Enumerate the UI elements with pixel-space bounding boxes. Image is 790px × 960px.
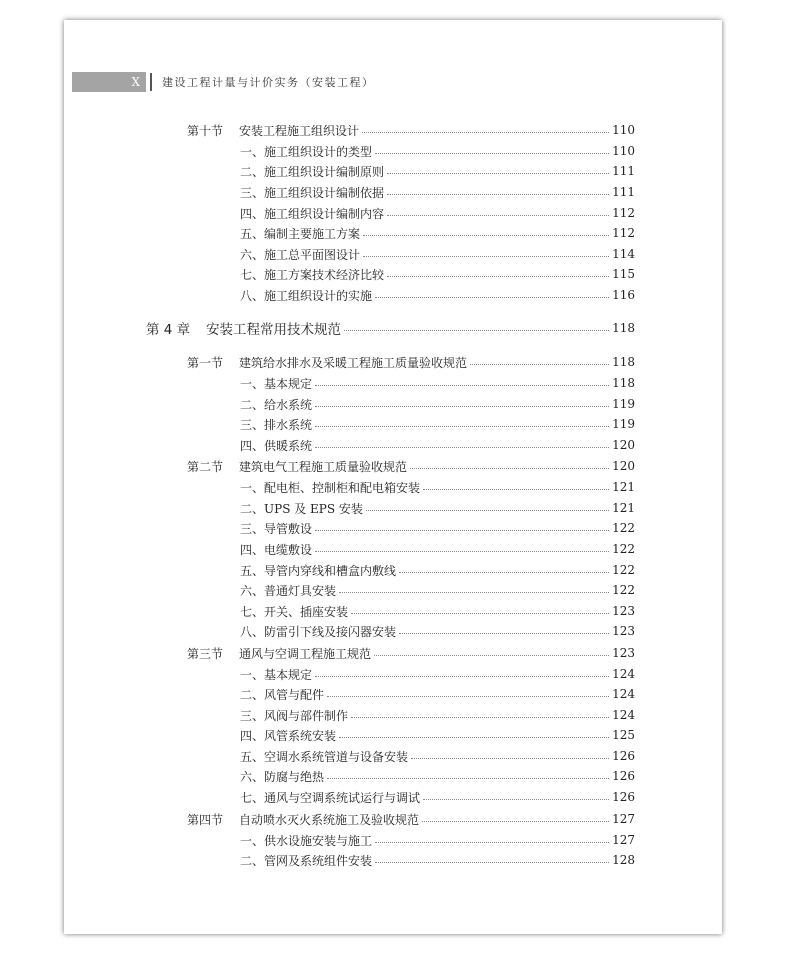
toc-subsection [240,787,635,807]
toc-title: 四、供暖系统 [240,438,313,453]
toc-subsection [240,477,635,497]
dot-leader [387,276,609,277]
dot-leader [375,153,609,154]
toc-subsection [240,560,635,580]
toc-title: 七、施工方案技术经济比较 [240,267,385,282]
dot-leader [399,572,609,573]
toc-title: 八、施工组织设计的实施 [240,288,373,303]
toc-subsection [240,601,635,621]
toc-page-number: 119 [612,397,635,411]
toc-title: 一、配电柜、控制柜和配电箱安装 [240,480,421,495]
toc-page-number: 127 [612,812,635,826]
toc-subsection [240,203,635,223]
dot-leader [423,489,609,490]
toc-subsection [240,580,635,600]
dot-leader [399,633,609,634]
toc-number: 第四节 [187,812,224,827]
toc-title: 七、开关、插座安装 [240,604,349,619]
dot-leader [315,426,609,427]
dot-leader [410,468,609,469]
toc-number: 第三节 [187,646,224,661]
dot-leader [422,821,609,822]
toc-title: 安装工程常用技术规范 [206,322,341,338]
toc-subsection [240,850,635,870]
toc-subsection [240,182,635,202]
toc-subsection [240,414,635,434]
toc-page-number: 112 [612,226,635,240]
toc-section [187,120,635,140]
dot-leader [315,530,609,531]
dot-leader [339,592,609,593]
toc-title: 建筑电气工程施工质量验收规范 [239,459,408,474]
toc-title: 三、导管敷设 [240,521,313,536]
toc-page-number: 110 [612,123,635,137]
toc-subsection [240,664,635,684]
dot-leader [387,173,609,174]
toc-page-number: 114 [612,247,635,261]
toc-page-number: 111 [612,185,635,199]
dot-leader [315,551,609,552]
dot-leader [375,842,609,843]
dot-leader [411,758,609,759]
toc-subsection [240,285,635,305]
toc-title: 二、管网及系统组件安装 [240,853,373,868]
toc-title: 八、防雷引下线及接闪器安装 [240,624,397,639]
toc-page-number: 121 [612,480,635,494]
toc-page-number: 126 [612,769,635,783]
toc-subsection [240,746,635,766]
toc-subsection [240,539,635,559]
toc-page-number: 112 [612,206,635,220]
toc-title: 五、编制主要施工方案 [240,226,361,241]
toc-page-number: 111 [612,164,635,178]
toc-title: 通风与空调工程施工规范 [239,646,372,661]
toc-page-number: 110 [612,144,635,158]
toc-title: 自动喷水灭火系统施工及验收规范 [239,812,420,827]
page-number: X [131,75,140,89]
toc-chapter [146,317,635,339]
toc-subsection [240,394,635,414]
dot-leader [363,235,609,236]
toc-page-number: 120 [612,438,635,452]
toc-subsection [240,766,635,786]
dot-leader [387,194,609,195]
toc-page-number: 127 [612,833,635,847]
toc-subsection [240,223,635,243]
toc-subsection [240,161,635,181]
toc-title: 一、施工组织设计的类型 [240,144,373,159]
toc-subsection [240,830,635,850]
dot-leader [351,613,609,614]
toc-section [187,643,635,663]
toc-title: 六、防腐与绝热 [240,769,325,784]
dot-leader [315,406,609,407]
dot-leader [327,696,609,697]
toc-page-number: 123 [612,604,635,618]
toc-page-number: 119 [612,417,635,431]
book-title: 建设工程计量与计价实务（安装工程） [162,76,375,89]
dot-leader [375,862,609,863]
toc-number: 第二节 [187,459,224,474]
dot-leader [363,256,609,257]
toc-page-number: 126 [612,749,635,763]
toc-title: 二、给水系统 [240,397,313,412]
toc-page-number: 124 [612,687,635,701]
toc-page-number: 128 [612,853,635,867]
toc-page-number: 125 [612,728,635,742]
dot-leader [351,717,609,718]
toc-page-number: 120 [612,459,635,473]
toc-title: 安装工程施工组织设计 [239,123,360,138]
toc-subsection [240,498,635,518]
dot-leader [362,132,609,133]
toc-title: 建筑给水排水及采暖工程施工质量验收规范 [239,355,468,370]
toc-page-number: 124 [612,667,635,681]
toc-section [187,456,635,476]
toc-title: 一、基本规定 [240,376,313,391]
toc-page-number: 115 [612,267,635,281]
toc-subsection [240,518,635,538]
toc-subsection [240,244,635,264]
dot-leader [344,330,609,331]
toc-title: 三、风阀与部件制作 [240,708,349,723]
toc-section [187,352,635,372]
toc-title: 三、施工组织设计编制依据 [240,185,385,200]
toc-number: 第 4 章 [146,322,191,338]
dot-leader [366,510,609,511]
toc-title: 四、电缆敷设 [240,542,313,557]
dot-leader [470,364,609,365]
toc-page-number: 118 [612,376,635,390]
toc-title: 六、普通灯具安装 [240,583,337,598]
toc-title: 一、基本规定 [240,667,313,682]
toc-title: 三、排水系统 [240,417,313,432]
toc-title: 一、供水设施安装与施工 [240,833,373,848]
toc-subsection [240,264,635,284]
dot-leader [387,215,609,216]
toc-title: 六、施工总平面图设计 [240,247,361,262]
dot-leader [315,676,609,677]
dot-leader [315,447,609,448]
dot-leader [423,799,609,800]
toc-section [187,809,635,829]
dot-leader [374,655,609,656]
toc-title: 四、施工组织设计编制内容 [240,206,385,221]
toc-title: 五、导管内穿线和槽盒内敷线 [240,563,397,578]
toc-title: 二、UPS 及 EPS 安装 [240,501,363,516]
toc-subsection [240,435,635,455]
toc-title: 五、空调水系统管道与设备安装 [240,749,409,764]
toc-title: 二、施工组织设计编制原则 [240,164,385,179]
toc-page-number: 123 [612,624,635,638]
toc-title: 七、通风与空调系统试运行与调试 [240,790,421,805]
dot-leader [327,778,609,779]
toc-subsection [240,684,635,704]
toc-number: 第一节 [187,355,224,370]
toc-page-number: 118 [612,321,635,335]
toc-subsection [240,373,635,393]
toc-page-number: 122 [612,583,635,597]
toc-subsection [240,621,635,641]
dot-leader [315,385,609,386]
toc-page-number: 118 [612,355,635,369]
toc-page-number: 122 [612,563,635,577]
toc-subsection [240,141,635,161]
toc-subsection [240,705,635,725]
toc-page-number: 123 [612,646,635,660]
toc-page-number: 121 [612,501,635,515]
toc-title: 二、风管与配件 [240,687,325,702]
toc-number: 第十节 [187,123,224,138]
toc-subsection [240,725,635,745]
toc-title: 四、风管系统安装 [240,728,337,743]
toc-page-number: 122 [612,521,635,535]
toc-page-number: 126 [612,790,635,804]
dot-leader [339,737,609,738]
toc-page-number: 124 [612,708,635,722]
toc-page-number: 116 [612,288,635,302]
dot-leader [375,297,609,298]
toc-page-number: 122 [612,542,635,556]
